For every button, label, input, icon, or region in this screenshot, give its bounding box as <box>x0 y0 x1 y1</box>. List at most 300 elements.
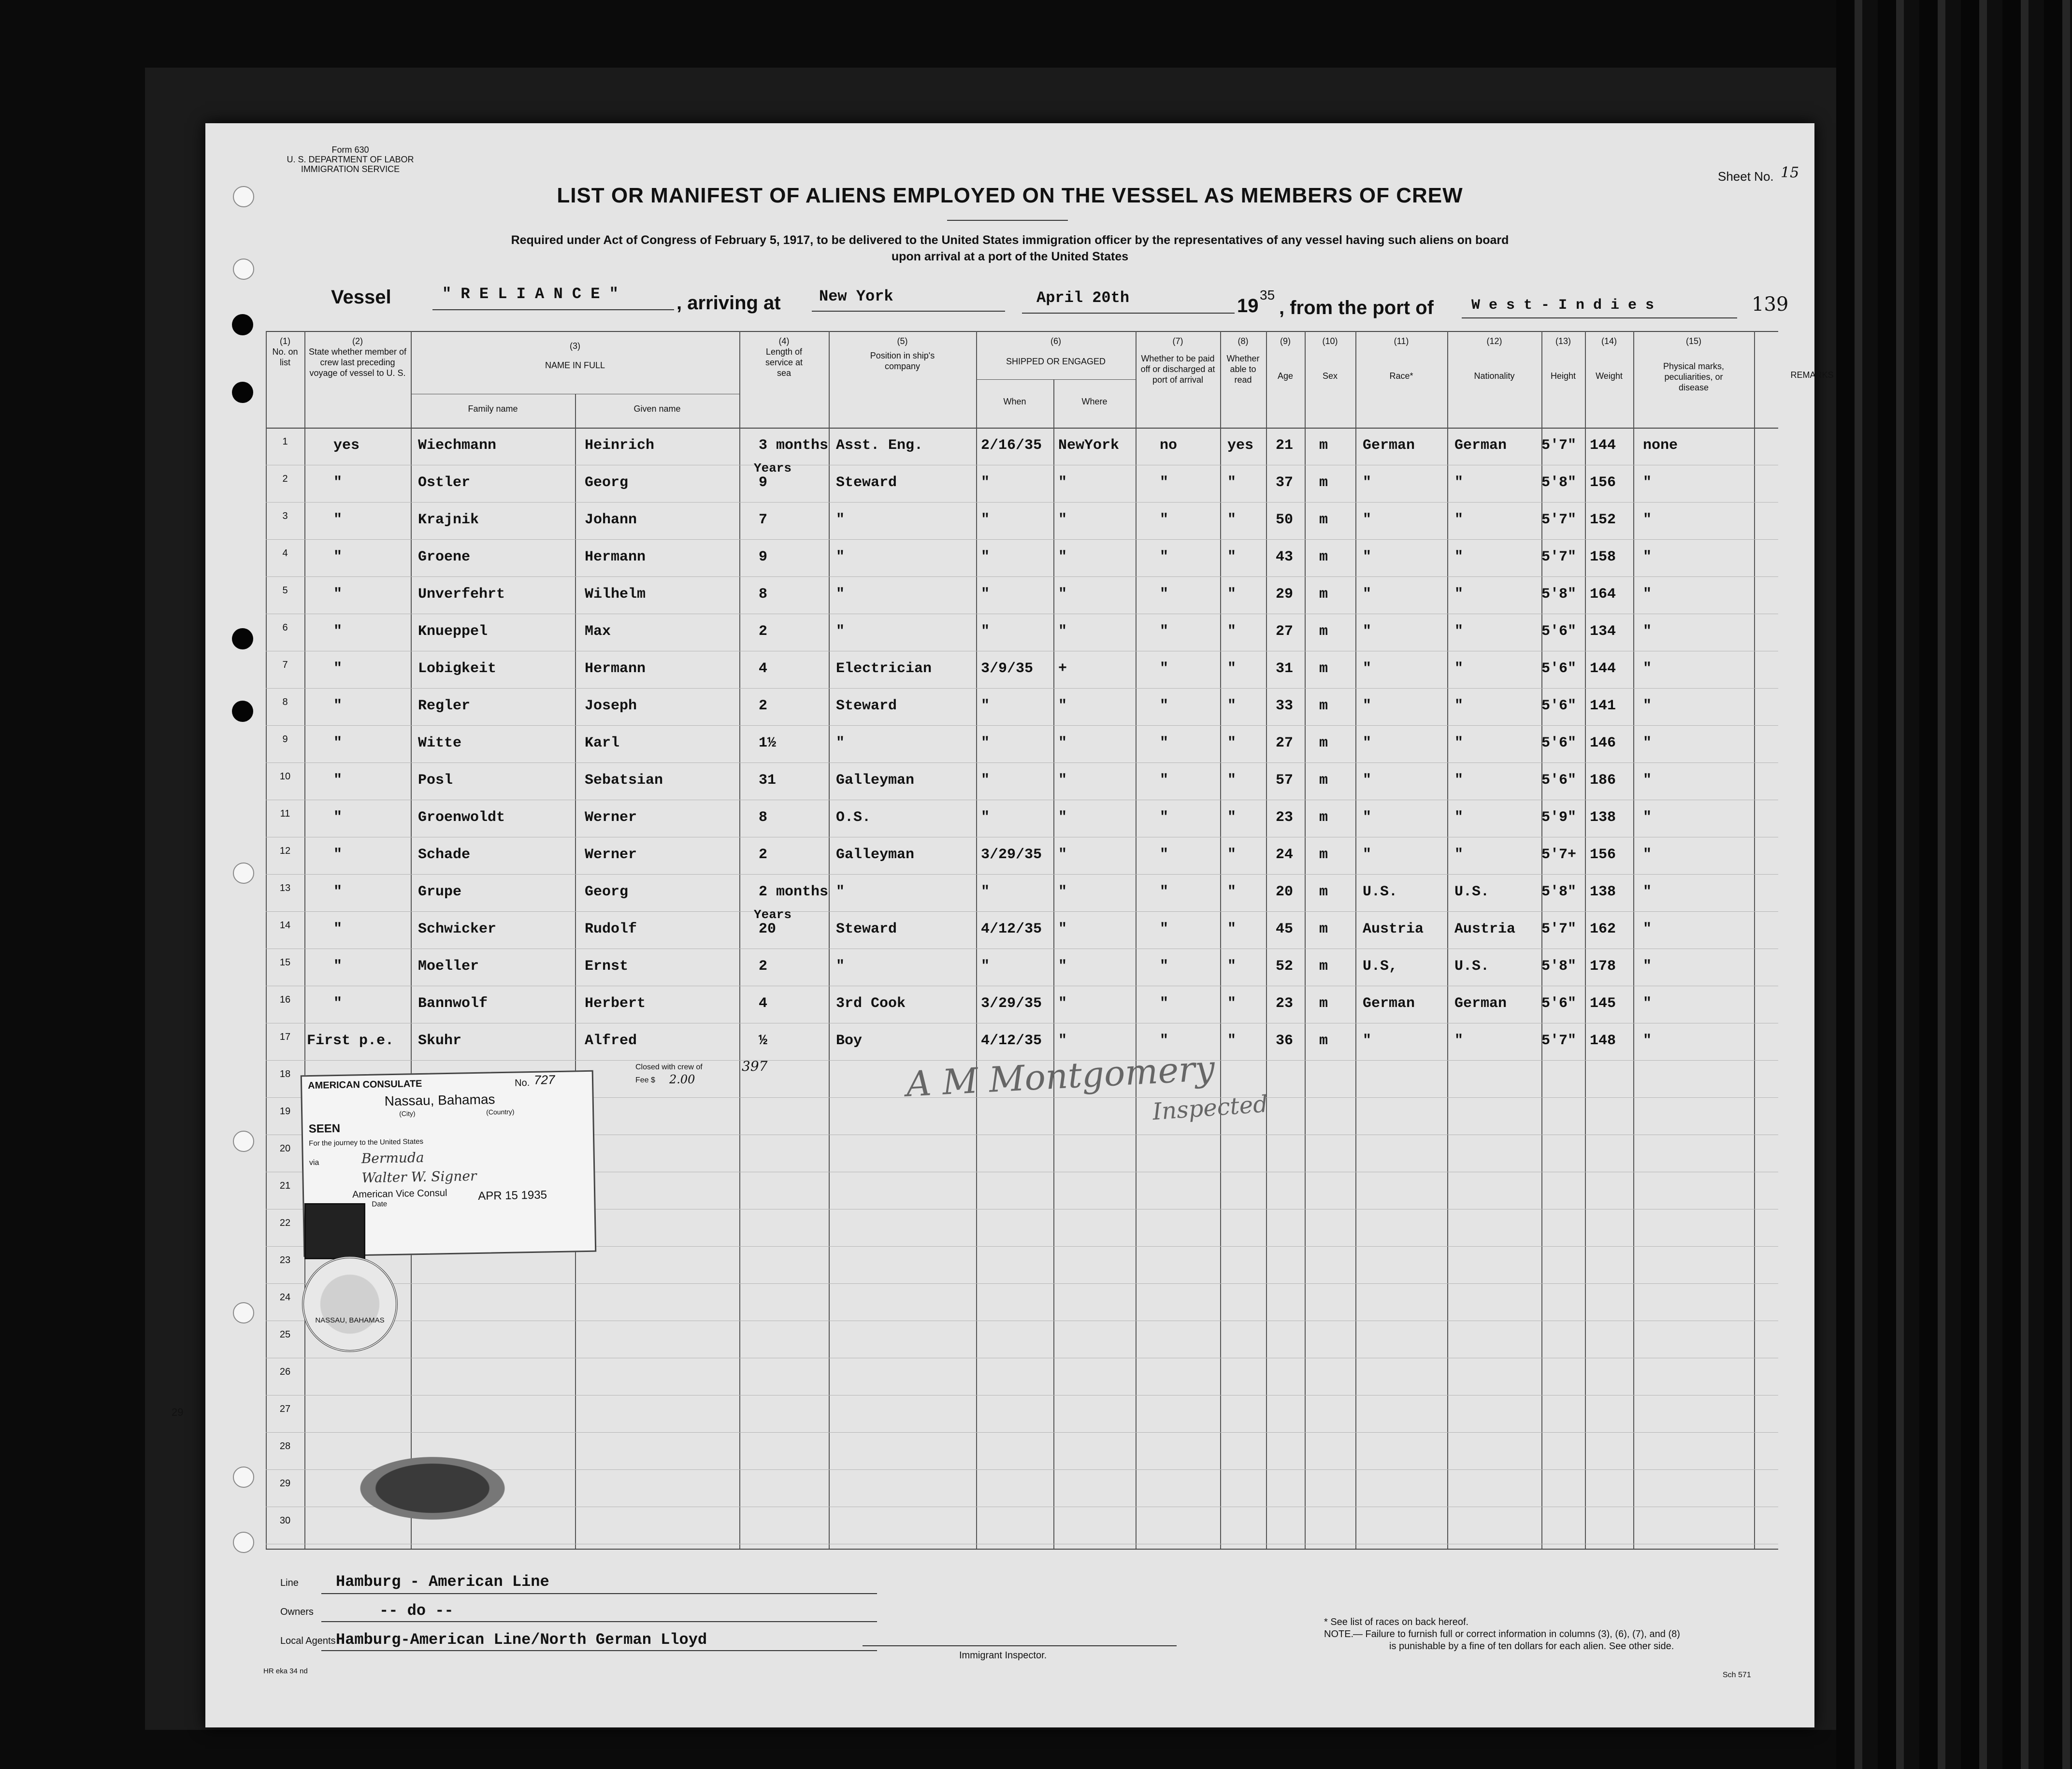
age: 57 <box>1276 772 1294 789</box>
age: 45 <box>1276 921 1294 937</box>
column-rule <box>304 331 305 1549</box>
weight: 152 <box>1590 512 1616 528</box>
consulate-seal <box>302 1256 398 1352</box>
family-name: Groenwoldt <box>418 809 505 826</box>
race: " <box>1363 623 1372 640</box>
prev-cell: " <box>333 995 343 1012</box>
given-name: Wilhelm <box>585 586 646 603</box>
race: " <box>1363 549 1372 565</box>
row-rule <box>266 688 1778 689</box>
race: German <box>1363 995 1415 1012</box>
position: Steward <box>836 475 897 491</box>
col-number: (15) <box>1685 336 1701 346</box>
age: 23 <box>1276 995 1294 1012</box>
weight: 158 <box>1590 549 1616 565</box>
col-label: No. on list <box>272 347 298 367</box>
shipped-when: " <box>981 698 990 714</box>
margin-number: 29 <box>172 1406 184 1418</box>
col-label: SHIPPED OR ENGAGED <box>1006 357 1106 366</box>
height: 5'6" <box>1541 735 1577 751</box>
row-number: 1 <box>282 436 288 447</box>
paid-off: " <box>1160 847 1169 863</box>
age: 50 <box>1276 512 1294 528</box>
footer-underline <box>321 1593 877 1594</box>
stamp-country-label: (Country) <box>486 1107 515 1116</box>
race: " <box>1363 809 1372 826</box>
paid-off: " <box>1160 772 1169 789</box>
sex: m <box>1319 921 1328 937</box>
inspector-underline <box>863 1645 1177 1646</box>
row-number: 12 <box>279 846 291 856</box>
family-name: Lobigkeit <box>418 661 497 677</box>
position: 3rd Cook <box>836 995 906 1012</box>
col-label: Length of service at sea <box>765 347 803 378</box>
column-rule <box>1633 331 1634 1549</box>
row-rule <box>266 1283 1778 1284</box>
physical-marks: " <box>1643 586 1652 603</box>
footer-owners-value: -- do -- <box>379 1602 454 1620</box>
paid-off: " <box>1160 958 1169 975</box>
nationality: " <box>1454 1033 1464 1049</box>
given-name: Werner <box>585 809 637 826</box>
nationality: " <box>1454 549 1464 565</box>
physical-marks: " <box>1643 772 1652 789</box>
row-rule <box>266 502 1778 503</box>
paid-off: " <box>1160 809 1169 826</box>
footer-line-value: Hamburg - American Line <box>336 1573 549 1591</box>
row-number: 4 <box>282 548 288 559</box>
from-port-label: , from the port of <box>1279 297 1434 318</box>
prev-cell: " <box>333 809 343 826</box>
row-number: 9 <box>282 734 288 745</box>
manifest-page <box>172 123 1834 1727</box>
able-to-read: " <box>1227 1033 1237 1049</box>
sex: m <box>1319 437 1328 454</box>
prev-cell: " <box>333 586 343 603</box>
given-name: Herbert <box>585 995 646 1012</box>
stamp-no: 727 <box>533 1072 555 1087</box>
physical-marks: " <box>1643 698 1652 714</box>
family-name: Krajnik <box>418 512 479 528</box>
col-header-7 <box>1138 336 1218 385</box>
race: German <box>1363 437 1415 454</box>
col-number: (6) <box>1050 336 1061 346</box>
physical-marks: " <box>1643 995 1652 1012</box>
able-to-read: " <box>1227 772 1237 789</box>
col-header-4 <box>739 336 829 378</box>
binder-hole <box>233 1532 254 1553</box>
shipped-where: " <box>1058 475 1067 491</box>
col-number: (2) <box>352 336 363 346</box>
form-ref-line: U. S. DEPARTMENT OF LABOR <box>287 155 414 164</box>
age: 52 <box>1276 958 1294 975</box>
margin-number: 139 <box>1752 293 1789 316</box>
shipped-when: " <box>981 512 990 528</box>
row-rule <box>266 725 1778 726</box>
page-title: LIST OR MANIFEST OF ALIENS EMPLOYED ON THE VESSEL AS MEMBERS OF CREW <box>557 184 1463 207</box>
title-rule <box>947 220 1068 221</box>
family-name: Knueppel <box>418 623 488 640</box>
row-number: 17 <box>279 1032 291 1042</box>
row-number: 11 <box>280 808 290 819</box>
row-number: 15 <box>279 957 291 968</box>
row-number: 29 <box>279 1478 291 1489</box>
service-length: 3 months <box>759 437 829 454</box>
col-number: (11) <box>1394 336 1409 346</box>
service-length: 20 <box>759 921 777 937</box>
inspector-signature: A M Montgomery <box>905 1048 1216 1105</box>
height: 5'6" <box>1541 772 1577 789</box>
row-number: 22 <box>279 1218 291 1228</box>
shipped-when: " <box>981 958 990 975</box>
seal-text: NASSAU, BAHAMAS <box>315 1316 385 1324</box>
binder-hole <box>232 382 253 403</box>
age: 33 <box>1276 698 1294 714</box>
footer-underline <box>321 1650 877 1651</box>
from-port: W e s t - I n d i e s <box>1471 297 1655 314</box>
shipped-where: " <box>1058 809 1067 826</box>
race: " <box>1363 586 1372 603</box>
column-rule <box>1754 331 1755 1549</box>
schedule-code: Sch 571 <box>1723 1671 1751 1679</box>
able-to-read: " <box>1227 958 1237 975</box>
height: 5'8" <box>1541 586 1577 603</box>
shipped-when: " <box>981 549 990 565</box>
sheet-number: 15 <box>1781 164 1799 181</box>
shipped-where: + <box>1058 661 1067 677</box>
table-rule <box>266 331 1778 332</box>
height: 5'7+ <box>1541 847 1577 863</box>
shipped-when: " <box>981 623 990 640</box>
service-length: 31 <box>759 772 777 789</box>
family-name: Bannwolf <box>418 995 488 1012</box>
race: " <box>1363 661 1372 677</box>
col-label: Race* <box>1389 371 1413 381</box>
col-label: State whether member of crew last preceding voyage of vessel to U. S. <box>308 347 407 378</box>
height: 5'6" <box>1541 623 1577 640</box>
nationality: Austria <box>1454 921 1516 937</box>
nationality: " <box>1454 586 1464 603</box>
age: 31 <box>1276 661 1294 677</box>
column-rule <box>1220 331 1221 1549</box>
weight: 134 <box>1590 623 1616 640</box>
col-header-3b: Given name <box>633 404 681 414</box>
stamp-journey: For the journey to the United States <box>309 1137 424 1148</box>
physical-marks: " <box>1643 661 1652 677</box>
weight: 186 <box>1590 772 1616 789</box>
physical-marks: " <box>1643 623 1652 640</box>
shipped-when: " <box>981 809 990 826</box>
row-rule <box>266 1469 1778 1470</box>
position: Steward <box>836 921 897 937</box>
row-number: 6 <box>282 622 288 633</box>
binder-hole <box>233 1467 254 1488</box>
col-label: Physical marks, peculiarities, or disease <box>1663 361 1725 392</box>
physical-marks: " <box>1643 1033 1652 1049</box>
position: Electrician <box>836 661 932 677</box>
service-length: 4 <box>759 995 768 1012</box>
binder-hole <box>233 1302 254 1323</box>
age: 27 <box>1276 623 1294 640</box>
col-header-15 <box>1636 336 1752 393</box>
col-number: (7) <box>1172 336 1183 346</box>
family-name: Ostler <box>418 475 471 491</box>
given-name: Alfred <box>585 1033 637 1049</box>
nationality: " <box>1454 735 1464 751</box>
height: 5'7" <box>1541 549 1577 565</box>
sex: m <box>1319 475 1328 491</box>
able-to-read: " <box>1227 921 1237 937</box>
weight: 138 <box>1590 809 1616 826</box>
col-number: (5) <box>897 336 908 346</box>
able-to-read: " <box>1227 995 1237 1012</box>
physical-marks: " <box>1643 921 1652 937</box>
row-number: 3 <box>282 511 288 521</box>
sex: m <box>1319 772 1328 789</box>
column-rule <box>1136 331 1137 1549</box>
able-to-read: " <box>1227 549 1237 565</box>
row-number: 25 <box>279 1329 291 1340</box>
position: Galleyman <box>836 847 915 863</box>
row-number: 13 <box>279 883 291 893</box>
binder-hole <box>232 314 253 335</box>
service-length: 2 <box>759 698 768 714</box>
shipped-when: 4/12/35 <box>981 1033 1042 1049</box>
height: 5'7" <box>1541 437 1577 454</box>
footer-line-label: Line <box>280 1578 299 1588</box>
shipped-when: " <box>981 735 990 751</box>
sex: m <box>1319 512 1328 528</box>
arrival-port: New York <box>819 288 893 305</box>
given-name: Hermann <box>585 661 646 677</box>
physical-marks: " <box>1643 549 1652 565</box>
age: 36 <box>1276 1033 1294 1049</box>
sex: m <box>1319 847 1328 863</box>
given-name: Rudolf <box>585 921 637 937</box>
table-rule <box>266 428 1778 429</box>
age: 27 <box>1276 735 1294 751</box>
race: " <box>1363 772 1372 789</box>
binder-hole <box>232 628 253 649</box>
age: 24 <box>1276 847 1294 863</box>
col-header-10 <box>1305 336 1355 381</box>
sex: m <box>1319 995 1328 1012</box>
nationality: " <box>1454 772 1464 789</box>
sex: m <box>1319 661 1328 677</box>
height: 5'6" <box>1541 661 1577 677</box>
physical-marks: " <box>1643 735 1652 751</box>
race: " <box>1363 475 1372 491</box>
able-to-read: " <box>1227 661 1237 677</box>
physical-marks: " <box>1643 847 1652 863</box>
col-header-9 <box>1266 336 1305 381</box>
paid-off: " <box>1160 884 1169 900</box>
nationality: " <box>1454 847 1464 863</box>
service-length: 4 <box>759 661 768 677</box>
service-length: 8 <box>759 809 768 826</box>
given-name: Hermann <box>585 549 646 565</box>
race: " <box>1363 847 1372 863</box>
position: Asst. Eng. <box>836 437 923 454</box>
race: " <box>1363 512 1372 528</box>
shipped-when: " <box>981 586 990 603</box>
shipped-where: " <box>1058 772 1067 789</box>
row-rule <box>266 539 1778 540</box>
year-suffix: 35 <box>1260 288 1275 302</box>
prev-cell: " <box>333 623 343 640</box>
shipped-when: " <box>981 884 990 900</box>
year-prefix: 19 <box>1237 295 1259 316</box>
weight: 141 <box>1590 698 1616 714</box>
form-code: HR eka 34 nd <box>263 1667 308 1675</box>
age: 37 <box>1276 475 1294 491</box>
note-line: — Failure to furnish full or correct information in columns (3), (6), (7), and (8) <box>1353 1629 1680 1640</box>
table-rule <box>266 1549 1778 1550</box>
sex: m <box>1319 809 1328 826</box>
able-to-read: " <box>1227 884 1237 900</box>
col-label: Whether able to read <box>1226 354 1260 385</box>
weight: 145 <box>1590 995 1616 1012</box>
weight: 138 <box>1590 884 1616 900</box>
race: U.S. <box>1363 884 1398 900</box>
paid-off: " <box>1160 921 1169 937</box>
col-label: Nationality <box>1474 371 1515 381</box>
paid-off: " <box>1160 475 1169 491</box>
position: " <box>836 586 845 603</box>
col-header-3 <box>411 341 739 371</box>
prev-cell: " <box>333 772 343 789</box>
col-label: Position in ship's company <box>870 351 935 371</box>
given-name: Georg <box>585 475 629 491</box>
service-length: 2 months <box>759 884 829 900</box>
col-number: (12) <box>1486 336 1502 346</box>
form-reference <box>278 145 423 174</box>
height: 5'9" <box>1541 809 1577 826</box>
family-name: Groene <box>418 549 471 565</box>
age: 23 <box>1276 809 1294 826</box>
service-length: 7 <box>759 512 768 528</box>
shipped-where: " <box>1058 921 1067 937</box>
able-to-read: yes <box>1227 437 1254 454</box>
column-rule <box>575 394 576 1549</box>
family-name: Unverfehrt <box>418 586 505 603</box>
row-number: 26 <box>279 1366 291 1377</box>
paid-off: " <box>1160 1033 1169 1049</box>
nationality: German <box>1454 995 1507 1012</box>
weight: 144 <box>1590 437 1616 454</box>
row-number: 23 <box>279 1255 291 1266</box>
race: " <box>1363 1033 1372 1049</box>
shipped-when: 4/12/35 <box>981 921 1042 937</box>
table-rule <box>976 379 1136 380</box>
paid-off: " <box>1160 512 1169 528</box>
weight: 144 <box>1590 661 1616 677</box>
row-number: 28 <box>279 1441 291 1452</box>
column-rule <box>829 331 830 1549</box>
col-header-1 <box>266 336 304 368</box>
physical-marks: none <box>1643 437 1678 454</box>
crew-count: 397 <box>742 1058 768 1074</box>
prev-cell: " <box>333 698 343 714</box>
paid-off: " <box>1160 623 1169 640</box>
able-to-read: " <box>1227 475 1237 491</box>
nationality: " <box>1454 698 1464 714</box>
sex: m <box>1319 586 1328 603</box>
shipped-where: " <box>1058 623 1067 640</box>
able-to-read: " <box>1227 809 1237 826</box>
physical-marks: " <box>1643 512 1652 528</box>
paid-off: " <box>1160 549 1169 565</box>
shipped-when: 3/29/35 <box>981 847 1042 863</box>
prev-cell: First p.e. <box>307 1033 394 1049</box>
note-line: is punishable by a fine of ten dollars for each alien. See other side. <box>1389 1641 1674 1652</box>
nationality: U.S. <box>1454 958 1490 975</box>
height: 5'7" <box>1541 512 1577 528</box>
family-name: Grupe <box>418 884 462 900</box>
col-header-6b: Where <box>1081 397 1108 406</box>
service-length: ½ <box>759 1033 768 1049</box>
age: 29 <box>1276 586 1294 603</box>
row-rule <box>266 762 1778 763</box>
paid-off: " <box>1160 995 1169 1012</box>
given-name: Joseph <box>585 698 637 714</box>
binder-hole <box>232 701 253 722</box>
date-underline <box>1022 313 1235 314</box>
col-header-13 <box>1541 336 1585 381</box>
weight: 156 <box>1590 847 1616 863</box>
service-unit: Years <box>754 461 792 475</box>
age: 43 <box>1276 549 1294 565</box>
row-rule <box>266 911 1778 912</box>
position: " <box>836 512 845 528</box>
requirement-line: Required under Act of Congress of February 5, 1917, to be delivered to the United States immigration officer by the representatives of any vessel having such aliens on board <box>511 233 1509 247</box>
col-header-5 <box>831 336 974 372</box>
nationality: U.S. <box>1454 884 1490 900</box>
inspected-mark: Inspected <box>1151 1090 1269 1126</box>
service-unit: Years <box>754 907 792 922</box>
prev-cell: " <box>333 549 343 565</box>
nationality: " <box>1454 661 1464 677</box>
shipped-where: " <box>1058 958 1067 975</box>
col-number: (1) <box>280 336 290 346</box>
given-name: Heinrich <box>585 437 655 454</box>
able-to-read: " <box>1227 735 1237 751</box>
given-name: Johann <box>585 512 637 528</box>
row-number: 24 <box>279 1292 291 1303</box>
vessel-name: " R E L I A N C E " <box>442 285 619 303</box>
row-rule <box>266 576 1778 577</box>
shipped-where: " <box>1058 847 1067 863</box>
port-underline <box>812 311 1005 312</box>
manifest-table <box>266 331 1834 1549</box>
sheet-label: Sheet No. <box>1718 169 1774 184</box>
physical-marks: " <box>1643 958 1652 975</box>
scan-edge <box>1836 0 2072 1769</box>
weight: 148 <box>1590 1033 1616 1049</box>
height: 5'8" <box>1541 475 1577 491</box>
shipped-when: " <box>981 772 990 789</box>
vessel-label: Vessel <box>331 287 391 308</box>
column-rule <box>976 331 977 1549</box>
col-number: (14) <box>1601 336 1617 346</box>
row-number: 18 <box>279 1069 291 1079</box>
column-rule <box>1585 331 1586 1549</box>
inspector-label: Immigrant Inspector. <box>959 1650 1047 1661</box>
form-ref-line: Form 630 <box>331 145 369 155</box>
footer-underline <box>321 1621 877 1622</box>
service-length: 2 <box>759 958 768 975</box>
nationality: " <box>1454 809 1464 826</box>
